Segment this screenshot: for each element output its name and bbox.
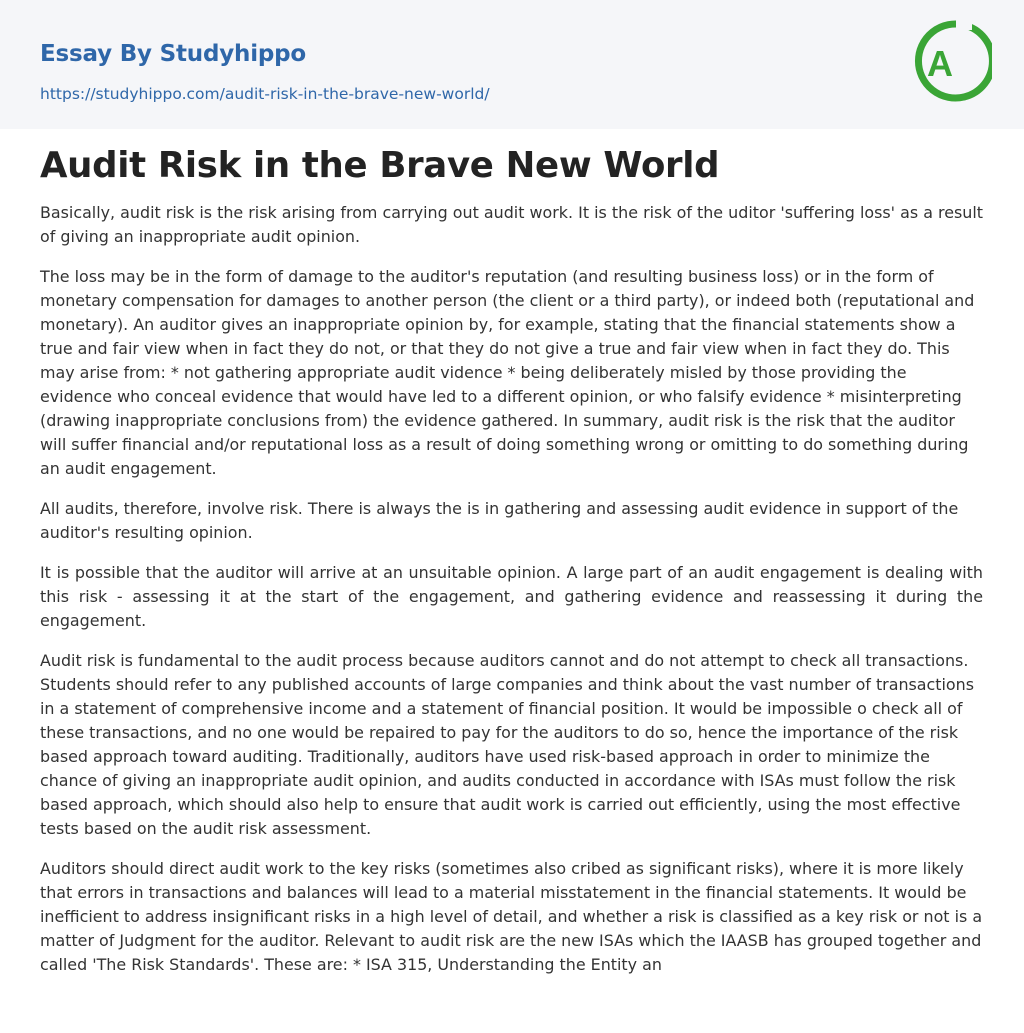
article-paragraph: It is possible that the auditor will arrive at an unsuitable opinion. A large part of an audit engagement is dealing with this risk - assessing it at the start of the engagement, and gathering evidence and reassessing it during the engagement.: [40, 563, 983, 630]
brand-title[interactable]: Essay By Studyhippo: [40, 41, 307, 67]
article-title: Audit Risk in the Brave New World: [40, 145, 720, 186]
studyhippo-logo-icon[interactable]: [906, 16, 992, 110]
logo-letter: A: [927, 43, 953, 84]
article-paragraph: Auditors should direct audit work to the key risks (sometimes also cribed as significant risks), where it is more likely that errors in transactions and balances will lead to a material misstatement in the financial statements. It would be inefficient to address insignificant risks in a high level of detail, and whether a risk is classified as a key risk or not is a matter of Judgment for the auditor. Relevant to audit risk are the new ISAs which the IAASB has grouped together and called 'The Risk Standards'. These are: * ISA 315, Understanding the Entity an: [40, 859, 983, 974]
article-body: [40, 201, 983, 993]
source-url-link[interactable]: https://studyhippo.com/audit-risk-in-the-brave-new-world/: [40, 85, 490, 103]
article-paragraph: Audit risk is fundamental to the audit process because auditors cannot and do not attempt to check all transactions. Students should refer to any published accounts of large companies and think about the vast number of transactions in a statement of comprehensive income and a statement of financial position. It would be impossible o check all of these transactions, and no one would be repaired to pay for the auditors to do so, hence the importance of the risk based approach toward auditing. Traditionally, auditors have used risk-based approach in order to minimize the chance of giving an inappropriate audit opinion, and audits conducted in accordance with ISAs must follow the risk based approach, which should also help to ensure that audit work is carried out efficiently, using the most effective tests based on the audit risk assessment.: [40, 651, 974, 838]
article-paragraph: All audits, therefore, involve risk. There is always the is in gathering and assessing audit evidence in support of the auditor's resulting opinion.: [40, 499, 959, 542]
article-paragraph: Basically, audit risk is the risk arising from carrying out audit work. It is the risk of the uditor 'suffering loss' as a result of giving an inappropriate audit opinion.: [40, 203, 983, 246]
article-paragraph: The loss may be in the form of damage to the auditor's reputation (and resulting business loss) or in the form of monetary compensation for damages to another person (the client or a third party), or indeed both (reputational and monetary). An auditor gives an inappropriate opinion by, for example, stating that the financial statements show a true and fair view when in fact they do not, or that they do not give a true and fair view when in fact they do. This may arise from: * not gathering appropriate audit vidence * being deliberately misled by those providing the evidence who conceal evidence that would have led to a different opinion, or who falsify evidence * misinterpreting (drawing inappropriate conclusions from) the evidence gathered. In summary, audit risk is the risk that the auditor will suffer financial and/or reputational loss as a result of doing something wrong or omitting to do something during an audit engagement.: [40, 267, 975, 478]
